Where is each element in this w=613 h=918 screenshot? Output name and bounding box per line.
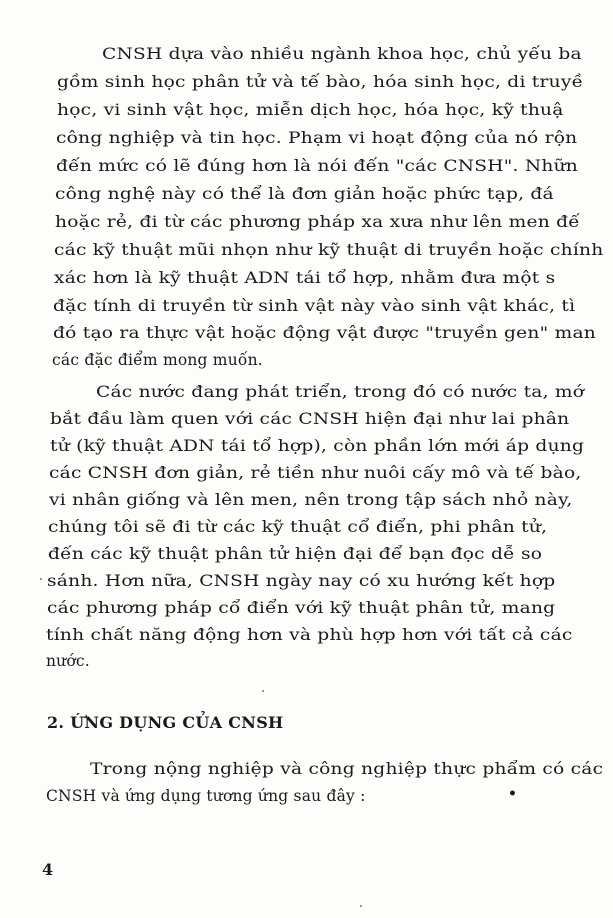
text-line: bắt đầu làm quen với các CNSH hiện đại như lai phân bbox=[50, 410, 570, 428]
text-line: các đặc điểm mong muốn. bbox=[52, 351, 263, 369]
text-line: Trong nộng nghiệp và công nghiệp thực phẩm có các bbox=[90, 760, 604, 778]
text-line: CNSH dựa vào nhiều ngành khoa học, chủ yếu ba bbox=[102, 45, 582, 63]
text-line: gồm sinh học phân tử và tế bào, hóa sinh học, di truyề bbox=[57, 73, 584, 91]
text-line: CNSH và ứng dụng tương ứng sau đây : bbox=[46, 787, 366, 805]
text-line: hoặc rẻ, đi từ các phương pháp xa xưa như lên men đế bbox=[55, 213, 580, 231]
bullet-mark: • bbox=[508, 786, 517, 802]
text-line: công nghệ này có thể là đơn giản hoặc phức tạp, đá bbox=[55, 185, 554, 203]
text-line: tử (kỹ thuật ADN tái tổ hợp), còn phần lớn mới áp dụng bbox=[50, 437, 585, 455]
text-line: đặc tính di truyền từ sinh vật này vào sinh vật khác, tì bbox=[53, 297, 576, 315]
text-line: các CNSH đơn giản, rẻ tiền như nuôi cấy mô và tế bào, bbox=[49, 464, 582, 482]
print-speck bbox=[262, 690, 264, 692]
text-line: xác hơn là kỹ thuật ADN tái tổ hợp, nhằm đưa một s bbox=[54, 269, 556, 287]
text-line: sánh. Hơn nữa, CNSH ngày nay có xu hướng kết hợp bbox=[47, 572, 556, 590]
page-number: 4 bbox=[42, 860, 54, 879]
text-line: học, vi sinh vật học, miễn dịch học, hóa học, kỹ thuậ bbox=[57, 101, 564, 119]
text-line: các kỹ thuật mũi nhọn như kỹ thuật di truyền hoặc chính bbox=[54, 241, 604, 259]
text-line: đến mức có lẽ đúng hơn là nói đến "các CNSH". Nhữn bbox=[56, 157, 579, 175]
text-line: công nghiệp và tin học. Phạm vi hoạt động của nó rộn bbox=[56, 129, 578, 147]
text-line: chúng tôi sẽ đi từ các kỹ thuật cổ điển, phi phân tử, bbox=[48, 518, 548, 536]
text-line: các phương pháp cổ điển với kỹ thuật phân tử, mang bbox=[47, 599, 556, 617]
print-speck bbox=[360, 905, 362, 907]
text-line: Các nước đang phát triển, trong đó có nước ta, mớ bbox=[96, 383, 585, 401]
text-line: đó tạo ra thực vật hoặc động vật được "truyền gen" man bbox=[53, 324, 596, 342]
text-line: vi nhân giống và lên men, nên trong tập sách nhỏ này, bbox=[49, 491, 573, 509]
print-speck bbox=[40, 578, 42, 580]
text-line: tính chất năng động hơn và phù hợp hơn với tất cả các bbox=[46, 626, 573, 644]
section-heading: 2. ỨNG DỤNG CỦA CNSH bbox=[47, 713, 284, 732]
text-line: nước. bbox=[46, 652, 90, 670]
text-line: đến các kỹ thuật phân tử hiện đại để bạn đọc dễ so bbox=[48, 545, 543, 563]
